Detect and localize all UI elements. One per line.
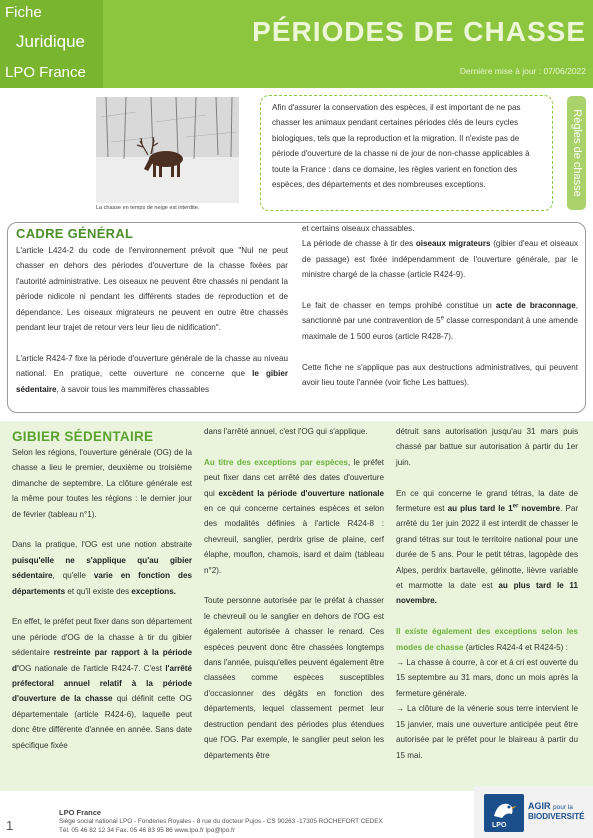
gibier-paragraph: Dans la pratique, l'OG est une notion abstraite puisqu'elle ne s'applique qu'au gibier sédentaire, qu'elle varie en fonction des départements et qu'il existe des exceptions.	[12, 540, 192, 596]
gibier-column-3	[396, 424, 578, 763]
gibier-paragraph: Toute personne autorisée par le préfat à chasser le chevreuil ou le sanglier en dehors de l'OG est également autorisée à chasser le renard. Ces espèces peuvent donc être chassées longtemps dans l'année, puisqu'elles peuvent également être classées comme espèces susceptibles d'occasionner des dégâts en fonction des départements, lequel classement permet leur destruction pendant des périodes plus étendues que l'OG. Par exemple, le sanglier peut selon les départements être	[204, 596, 384, 760]
deer-in-snow-photo	[96, 97, 239, 203]
intro-text: Afin d'assurer la conservation des espèces, il est important de ne pas chasser les animaux pendant certaines périodes clés de leurs cycles biologiques, tels que la reproduction et la migration. Il n'existe pas de période d'ouverture de la chasse ni de jour de non-chasse applicables à toute la France : dans ce domaine, les règles varient en fonction des espèces, des départements et des nombreuses exceptions.	[272, 103, 530, 190]
cadre-paragraph: L'article L424-2 du code de l'environnement prévoit que "Nul ne peut chasser en dehors des périodes d'ouverture de la chasse fixées par l'autorité administrative. Les oiseaux ne peuvent être chassés ni pendant la période nidicole ni pendant les différents stades de reproduction et de dépendance. Les oiseaux migrateurs ne peuvent en outre être chassés pendant leur trajet de retour vers leur lieu de nidification".	[16, 246, 288, 333]
footer-contact: Tél. 05 46 82 12 34 Fax. 05 46 83 95 86 www.lpo.fr lpo@lpo.fr	[59, 827, 235, 834]
photo-caption: La chasse en temps de neige est interdite.	[96, 205, 200, 211]
section-tab-label: Règles de chasse	[570, 109, 583, 197]
gibier-column-2	[204, 424, 384, 763]
gibier-paragraph: En ce qui concerne le grand tétras, la date de fermeture est au plus tard le 1er novembre. Par arrêté du 1er juin 2022 il est interdit de chasser le grand tétras sur tout le territoire national pour une durée de 5 ans. Pour le petit tétras, lagopède des Alpes, perdrix bartavelle, gélinotte, lièvre variable et marmotte la date est au plus tard le 11 novembre.	[396, 488, 579, 606]
gibier-paragraph: Au titre des exceptions par espèces, le préfet peut fixer dans cet arrêté des dates d'ouverture qui excèdent la période d'ouverture nationale en ce qui concerne certaines espèces et selon des modalités définies à l'article R424-8 : chevreuil, sanglier, perdrix grise de plaine, cerf élaphe, mouflon, chamois, isard et daim (tableau n°2).	[204, 457, 384, 575]
gibier-paragraph: Selon les régions, l'ouverture générale (OG) de la chasse a lieu le premier, deuxième ou troisième dimanche de septembre. La clôture générale est la même pour toutes les régions : le dernier jour de février (tableau n°1).	[12, 448, 192, 519]
cadre-paragraph: L'article R424-7 fixe la période d'ouverture générale de la chasse au niveau national. En pratique, cette ouverture ne concerne que le gibier sédentaire, à savoir tous les mammifères chassables	[16, 353, 289, 394]
cadre-column-2	[302, 221, 578, 390]
footer-org: LPO France	[59, 808, 102, 817]
page-number: 1	[6, 818, 14, 833]
juridique-label: Juridique	[16, 32, 85, 51]
gibier-column-1	[12, 445, 192, 753]
footer-address: Siège social national LPO - Fonderies Royales - 8 rue du docteur Pujos - CS 90263 -17305 ROCHEFORT CEDEX	[59, 818, 383, 825]
gibier-paragraph: dans l'arrêté annuel, c'est l'OG qui s'applique.	[204, 427, 368, 436]
gibier-paragraph: En effet, le préfet peut fixer dans son département une période d'OG de la chasse à tir du gibier sédentaire restreinte par rapport à la période d'OG nationale de l'article R424-7. C'est l'arrêté préfectoral annuel relatif à la période d'ouverture de la chasse qui définit cette OG départementale (article R424-6), laquelle peut donc être différente d'année en année. Sans date spécifique fixée	[12, 617, 192, 750]
intro-box	[260, 95, 553, 211]
org-label: LPO France	[5, 64, 86, 81]
gibier-paragraph: Il existe également des exceptions selon les modes de chasse (articles R424-4 et R424-5) : → La chasse à courre, à cor et à cri est ouverte du 15 septembre au 31 mars, donc un mois après la fermeture générale. → La clôture de la vénerie sous terre intervient le 15 janvier, mais une ouverture anticipée peut être autorisée par le préfet pour le blaireau à partir du 15 mai.	[396, 627, 578, 760]
biodiversite-text: BIODIVERSITÉ	[528, 812, 585, 821]
cadre-column-1	[16, 243, 288, 397]
fiche-label: Fiche	[5, 4, 42, 21]
section-tab	[567, 96, 586, 210]
gibier-paragraph: détruit sans autorisation jusqu'au 31 mars puis chassé par battue sur autorisation à partir du 1er juin.	[396, 427, 578, 467]
cadre-paragraph: Cette fiche ne s'applique pas aux destructions administratives, qui peuvent avoir lieu toute l'année (voir fiche Les battues).	[302, 362, 578, 388]
page-title: PÉRIODES DE CHASSE	[252, 16, 586, 47]
cadre-general-heading: CADRE GÉNÉRAL	[16, 226, 134, 241]
last-update: Dernière mise à jour : 07/06/2022	[459, 66, 586, 76]
cadre-paragraph: et certains oiseaux chassables. La période de chasse à tir des oiseaux migrateurs (gibier d'eau et oiseaux de passage) est fixée indépendamment de l'ouverture générale, par le ministre chargé de la chasse (article R424-9).	[302, 224, 579, 280]
gibier-sedentaire-heading: GIBIER SÉDENTAIRE	[12, 429, 154, 444]
cadre-paragraph: Le fait de chasser en temps prohibé constitue un acte de braconnage, sanctionné par une contravention de 5e classe correspondant à une amende maximale de 1 500 euros (article R428-7).	[302, 301, 578, 341]
lpo-logo-text: LPO	[492, 822, 507, 829]
agir-text: AGIR pour la	[528, 801, 573, 811]
